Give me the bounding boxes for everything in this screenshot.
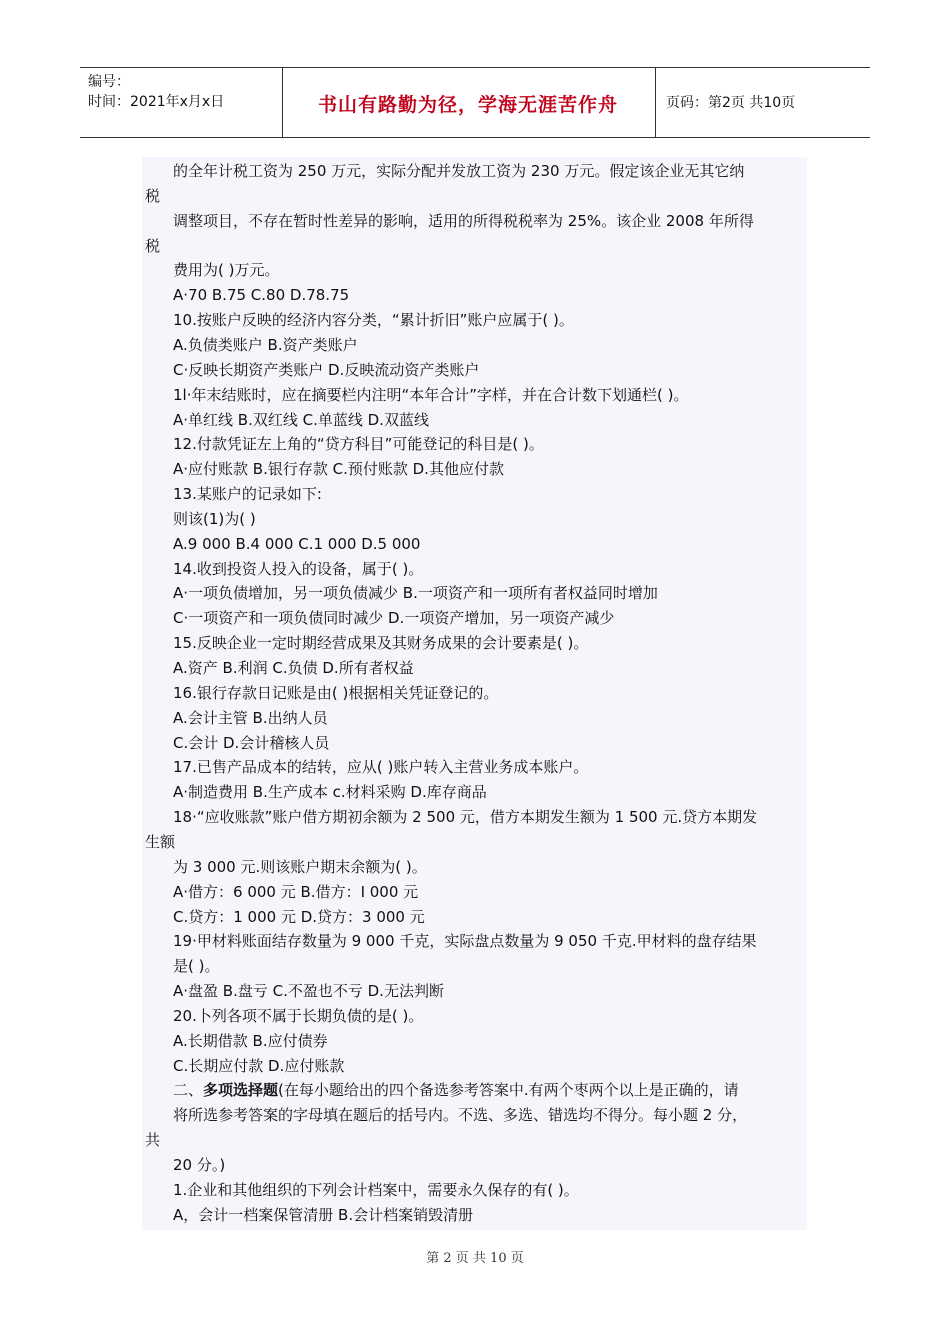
text-line: C.贷方：1 000 元 D.贷方：3 000 元	[173, 907, 425, 926]
text-line: 15.反映企业一定时期经营成果及其财务成果的会计要素是( )。	[173, 634, 589, 653]
header-meta	[88, 72, 224, 112]
text-line: 调整项目，不存在暂时性差异的影响，适用的所得税税率为 25%。该企业 2008 年所得	[173, 211, 754, 230]
text-line: C.会计 D.会计稽核人员	[173, 733, 330, 752]
text-line: C.长期应付款 D.应付账款	[173, 1056, 345, 1075]
text-line: A·70 B.75 C.80 D.78.75	[173, 286, 350, 305]
document-body	[142, 157, 807, 1230]
text-line	[173, 1081, 739, 1099]
text-line: A.长期借款 B.应付债券	[173, 1031, 328, 1050]
document-header	[80, 67, 870, 138]
page-number-label: 页码：第2页 共10页	[666, 95, 796, 111]
section-instructions: (在每小题给出的四个备选参考答案中.有两个枣两个以上是正确的，请	[278, 1081, 739, 1100]
text-line: 20.卜列各项不属于长期负债的是( )。	[173, 1006, 424, 1025]
text-line: 生额	[145, 832, 176, 851]
text-line: 共	[145, 1131, 161, 1150]
text-line: A.会计主管 B.出纳人员	[173, 708, 328, 727]
text-line: 是( )。	[173, 957, 220, 976]
text-line: A.负债类账户 B.资产类账户	[173, 335, 358, 354]
text-line: A·盘盈 B.盘亏 C.不盈也不亏 D.无法判断	[173, 982, 444, 1001]
text-line: 16.银行存款日记账是由( )根据相关凭证登记的。	[173, 683, 499, 702]
text-line: A.9 000 B.4 000 C.1 000 D.5 000	[173, 534, 421, 553]
text-line: A，会计一档案保管清册 B.会计档案销毁清册	[173, 1205, 474, 1224]
text-line: A.资产 B.利润 C.负债 D.所有者权益	[173, 659, 414, 677]
text-line: 1.企业和其他组织的下列会计档案中，需要永久保存的有( )。	[173, 1180, 579, 1199]
date-label: 时间：2021年x月x日	[88, 94, 225, 110]
text-line: 10.按账户反映的经济内容分类，“累计折旧”账户应属于( )。	[173, 311, 574, 330]
serial-label: 编号：	[88, 74, 130, 90]
text-line: A·应付账款 B.银行存款 C.预付账款 D.其他应付款	[173, 460, 504, 479]
text-line: A·制造费用 B.生产成本 c.材料采购 D.库存商品	[173, 783, 487, 802]
text-line: 12.付款凭证左上角的“贷方科目”可能登记的科目是( )。	[173, 435, 544, 454]
text-line: 为 3 000 元.则该账户期末余额为( )。	[173, 857, 427, 876]
text-line: 税	[145, 236, 161, 255]
text-line: 费用为( )万元。	[173, 261, 280, 280]
section-title: 多项选择题	[203, 1081, 279, 1100]
text-line: A·借方：6 000 元 B.借方：I 000 元	[173, 882, 419, 901]
text-line: 税	[145, 186, 161, 205]
text-line: 则该(1)为( )	[173, 509, 256, 528]
text-line: 18·“应收账款”账户借方期初余额为 2 500 元，借方本期发生额为 1 500 元.贷方本期发	[173, 808, 758, 827]
text-line: 13.某账户的记录如下:	[173, 485, 322, 504]
text-line: 1l·年末结账时，应在摘要栏内注明“本年合计”字样，并在合计数下划通栏( )。	[173, 385, 689, 404]
text-line: C·一项资产和一项负债同时减少 D.一项资产增加，另一项资产减少	[173, 609, 615, 628]
page-footer: 第 2 页 共 10 页	[426, 1251, 524, 1266]
section-prefix: 二、	[173, 1081, 204, 1100]
text-line: 19·甲材料账面结存数量为 9 000 千克，实际盘点数量为 9 050 千克.甲材料的盘存结果	[173, 932, 757, 951]
text-line: A·单红线 B.双红线 C.单蓝线 D.双蓝线	[173, 410, 429, 429]
text-line: 的全年计税工资为 250 万元，实际分配并发放工资为 230 万元。假定该企业无其它纳	[173, 162, 745, 180]
text-line: 20 分。)	[173, 1156, 226, 1174]
text-line: 14.收到投资人投入的设备，属于( )。	[173, 559, 424, 578]
header-motto: 书山有路勤为径，学海无涯苦作舟	[317, 94, 618, 116]
text-line: 将所选参考答案的字母填在题后的括号内。不选、多选、错选均不得分。每小题 2 分，	[173, 1106, 748, 1125]
text-line: 17.已售产品成本的结转，应从( )账户转入主营业务成本账户。	[173, 758, 589, 777]
text-line: A·一项负债增加，另一项负债减少 B.一项资产和一项所有者权益同时增加	[173, 584, 658, 603]
text-line: C·反映长期资产类账户 D.反映流动资产类账户	[173, 360, 480, 379]
header-divider	[655, 68, 656, 137]
